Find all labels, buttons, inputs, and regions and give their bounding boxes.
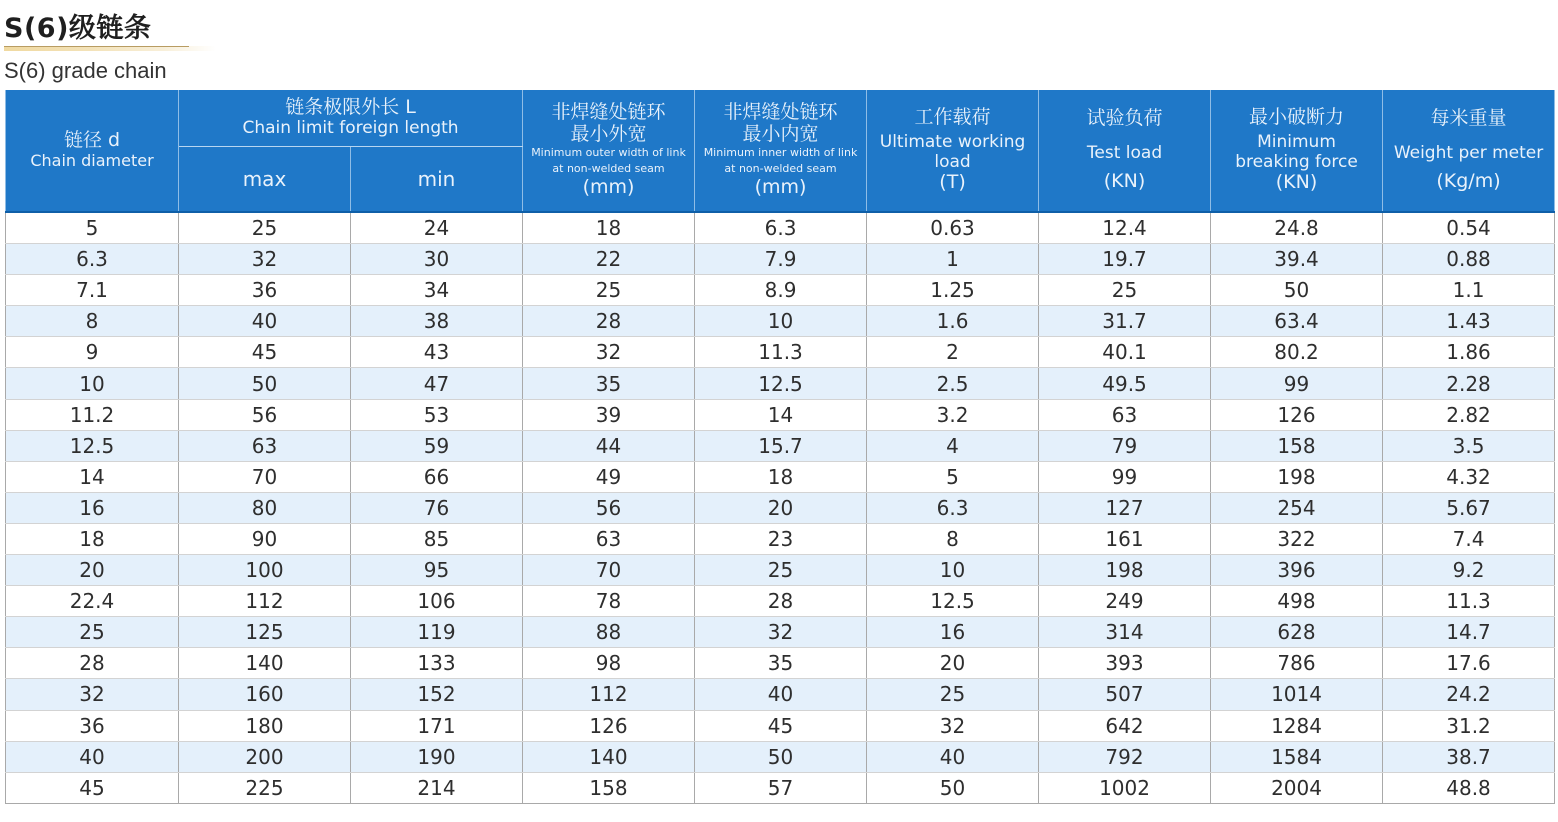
page-title: S(6)级链条 <box>4 13 152 44</box>
header-outer-width-en: Minimum outer width of link at non-welded seam <box>531 146 686 176</box>
header-outer-width-cn: 非焊缝处链环最小外宽 <box>551 100 666 145</box>
table-cell: 50 <box>1211 275 1383 306</box>
header-working-load-cn: 工作载荷 <box>914 106 991 129</box>
table-row <box>6 710 1555 741</box>
table-cell: 14 <box>6 461 179 492</box>
table-cell: 45 <box>179 337 351 368</box>
header-length-cn: 链条极限外长 L <box>285 96 416 119</box>
table-cell: 9.2 <box>1383 555 1555 586</box>
table-cell: 1 <box>867 244 1039 275</box>
table-cell: 40 <box>6 741 179 772</box>
header-working-load-unit: (T) <box>939 171 966 194</box>
table-cell: 126 <box>523 710 695 741</box>
table-cell: 16 <box>6 492 179 523</box>
table-cell: 36 <box>6 710 179 741</box>
table-cell: 56 <box>523 492 695 523</box>
table-cell: 45 <box>695 710 867 741</box>
table-cell: 112 <box>179 586 351 617</box>
header-diameter <box>6 90 179 212</box>
table-cell: 45 <box>6 772 179 803</box>
table-cell: 2.28 <box>1383 368 1555 399</box>
table-row <box>6 306 1555 337</box>
table-cell: 5 <box>867 461 1039 492</box>
table-row <box>6 555 1555 586</box>
table-cell: 11.3 <box>1383 586 1555 617</box>
table-cell: 12.5 <box>6 430 179 461</box>
table-cell: 3.5 <box>1383 430 1555 461</box>
header-weight-cn: 每米重量 <box>1430 106 1507 129</box>
table-cell: 1002 <box>1039 772 1211 803</box>
table-cell: 119 <box>351 617 523 648</box>
table-row <box>6 368 1555 399</box>
table-cell: 2.82 <box>1383 399 1555 430</box>
table-cell: 70 <box>523 555 695 586</box>
table-cell: 158 <box>523 772 695 803</box>
table-cell: 18 <box>6 523 179 554</box>
spec-table-container <box>5 90 1554 804</box>
table-cell: 63.4 <box>1211 306 1383 337</box>
header-breaking-force-unit: (KN) <box>1275 171 1318 194</box>
header-working-load-en: Ultimate working load <box>879 131 1026 172</box>
table-cell: 17.6 <box>1383 648 1555 679</box>
table-cell: 1584 <box>1211 741 1383 772</box>
table-cell: 171 <box>351 710 523 741</box>
table-cell: 642 <box>1039 710 1211 741</box>
table-cell: 76 <box>351 492 523 523</box>
header-length-min <box>351 147 523 213</box>
table-cell: 180 <box>179 710 351 741</box>
table-cell: 20 <box>695 492 867 523</box>
table-cell: 0.88 <box>1383 244 1555 275</box>
header-working-load <box>867 90 1039 212</box>
table-cell: 792 <box>1039 741 1211 772</box>
table-cell: 80.2 <box>1211 337 1383 368</box>
header-weight-en: Weight per meter <box>1393 142 1544 163</box>
table-cell: 12.4 <box>1039 212 1211 244</box>
table-cell: 2004 <box>1211 772 1383 803</box>
table-cell: 38.7 <box>1383 741 1555 772</box>
table-cell: 198 <box>1211 461 1383 492</box>
table-cell: 20 <box>6 555 179 586</box>
table-cell: 12.5 <box>695 368 867 399</box>
header-inner-width-en: Minimum inner width of link at non-welded seam <box>703 146 858 176</box>
table-cell: 43 <box>351 337 523 368</box>
table-cell: 160 <box>179 679 351 710</box>
table-cell: 90 <box>179 523 351 554</box>
header-breaking-force <box>1211 90 1383 212</box>
table-cell: 127 <box>1039 492 1211 523</box>
header-test-load-en: Test load <box>1086 142 1163 163</box>
table-cell: 125 <box>179 617 351 648</box>
table-cell: 7.1 <box>6 275 179 306</box>
table-cell: 322 <box>1211 523 1383 554</box>
table-cell: 56 <box>179 399 351 430</box>
header-length-en: Chain limit foreign length <box>242 118 459 139</box>
table-cell: 4 <box>867 430 1039 461</box>
table-cell: 25 <box>6 617 179 648</box>
table-cell: 396 <box>1211 555 1383 586</box>
table-header <box>6 90 1555 212</box>
table-cell: 24.2 <box>1383 679 1555 710</box>
table-cell: 6.3 <box>6 244 179 275</box>
table-row <box>6 399 1555 430</box>
table-cell: 99 <box>1039 461 1211 492</box>
table-cell: 14.7 <box>1383 617 1555 648</box>
table-cell: 32 <box>867 710 1039 741</box>
table-cell: 70 <box>179 461 351 492</box>
table-cell: 32 <box>695 617 867 648</box>
table-cell: 1284 <box>1211 710 1383 741</box>
table-cell: 79 <box>1039 430 1211 461</box>
table-cell: 24.8 <box>1211 212 1383 244</box>
table-cell: 40 <box>867 741 1039 772</box>
table-cell: 3.2 <box>867 399 1039 430</box>
table-row <box>6 244 1555 275</box>
table-cell: 214 <box>351 772 523 803</box>
table-row <box>6 617 1555 648</box>
table-cell: 2.5 <box>867 368 1039 399</box>
table-cell: 23 <box>695 523 867 554</box>
table-cell: 7.9 <box>695 244 867 275</box>
table-cell: 498 <box>1211 586 1383 617</box>
title-underline <box>4 46 216 51</box>
header-outer-width-unit: (mm) <box>582 176 635 199</box>
table-cell: 50 <box>867 772 1039 803</box>
table-cell: 9 <box>6 337 179 368</box>
table-cell: 25 <box>523 275 695 306</box>
table-cell: 254 <box>1211 492 1383 523</box>
header-length <box>179 90 523 147</box>
table-cell: 50 <box>179 368 351 399</box>
table-cell: 1.86 <box>1383 337 1555 368</box>
table-row <box>6 275 1555 306</box>
header-length-max-label: max <box>242 166 287 191</box>
table-cell: 152 <box>351 679 523 710</box>
table-cell: 53 <box>351 399 523 430</box>
table-row <box>6 772 1555 803</box>
table-cell: 28 <box>695 586 867 617</box>
table-cell: 80 <box>179 492 351 523</box>
table-row <box>6 523 1555 554</box>
table-row <box>6 741 1555 772</box>
table-cell: 24 <box>351 212 523 244</box>
table-cell: 4.32 <box>1383 461 1555 492</box>
table-cell: 100 <box>179 555 351 586</box>
table-cell: 8 <box>867 523 1039 554</box>
table-cell: 28 <box>6 648 179 679</box>
table-cell: 38 <box>351 306 523 337</box>
table-cell: 57 <box>695 772 867 803</box>
table-row <box>6 461 1555 492</box>
table-cell: 106 <box>351 586 523 617</box>
table-cell: 48.8 <box>1383 772 1555 803</box>
table-cell: 40.1 <box>1039 337 1211 368</box>
table-cell: 95 <box>351 555 523 586</box>
table-cell: 1.25 <box>867 275 1039 306</box>
table-cell: 31.2 <box>1383 710 1555 741</box>
table-cell: 314 <box>1039 617 1211 648</box>
table-cell: 30 <box>351 244 523 275</box>
table-cell: 7.4 <box>1383 523 1555 554</box>
table-row <box>6 679 1555 710</box>
table-cell: 44 <box>523 430 695 461</box>
table-cell: 158 <box>1211 430 1383 461</box>
table-cell: 25 <box>179 212 351 244</box>
table-cell: 63 <box>523 523 695 554</box>
header-diameter-cn: 链径 d <box>63 129 121 152</box>
table-row <box>6 430 1555 461</box>
table-cell: 25 <box>1039 275 1211 306</box>
table-cell: 40 <box>179 306 351 337</box>
table-cell: 32 <box>6 679 179 710</box>
table-cell: 198 <box>1039 555 1211 586</box>
table-cell: 28 <box>523 306 695 337</box>
table-cell: 140 <box>523 741 695 772</box>
table-cell: 39.4 <box>1211 244 1383 275</box>
table-cell: 47 <box>351 368 523 399</box>
table-cell: 63 <box>1039 399 1211 430</box>
table-cell: 25 <box>695 555 867 586</box>
table-cell: 39 <box>523 399 695 430</box>
table-cell: 5 <box>6 212 179 244</box>
table-cell: 11.2 <box>6 399 179 430</box>
table-cell: 5.67 <box>1383 492 1555 523</box>
table-cell: 140 <box>179 648 351 679</box>
table-cell: 2 <box>867 337 1039 368</box>
table-cell: 190 <box>351 741 523 772</box>
table-cell: 10 <box>867 555 1039 586</box>
table-cell: 59 <box>351 430 523 461</box>
table-cell: 49 <box>523 461 695 492</box>
table-cell: 11.3 <box>695 337 867 368</box>
table-cell: 200 <box>179 741 351 772</box>
header-weight-unit: (Kg/m) <box>1436 170 1501 193</box>
table-cell: 31.7 <box>1039 306 1211 337</box>
table-cell: 6.3 <box>695 212 867 244</box>
header-inner-width-cn: 非焊缝处链环最小内宽 <box>723 100 838 145</box>
table-cell: 12.5 <box>867 586 1039 617</box>
table-cell: 161 <box>1039 523 1211 554</box>
table-cell: 133 <box>351 648 523 679</box>
table-cell: 18 <box>695 461 867 492</box>
table-cell: 16 <box>867 617 1039 648</box>
header-weight <box>1383 90 1555 212</box>
table-row <box>6 212 1555 244</box>
table-cell: 32 <box>523 337 695 368</box>
header-inner-width <box>695 90 867 212</box>
header-breaking-force-en: Minimum breaking force <box>1235 131 1358 172</box>
table-row <box>6 492 1555 523</box>
table-cell: 0.54 <box>1383 212 1555 244</box>
table-cell: 25 <box>867 679 1039 710</box>
table-cell: 98 <box>523 648 695 679</box>
table-cell: 14 <box>695 399 867 430</box>
table-cell: 0.63 <box>867 212 1039 244</box>
table-cell: 18 <box>523 212 695 244</box>
table-cell: 393 <box>1039 648 1211 679</box>
table-cell: 10 <box>695 306 867 337</box>
table-cell: 40 <box>695 679 867 710</box>
table-row <box>6 586 1555 617</box>
table-cell: 78 <box>523 586 695 617</box>
table-cell: 225 <box>179 772 351 803</box>
header-test-load-unit: (KN) <box>1103 170 1146 193</box>
table-cell: 88 <box>523 617 695 648</box>
table-row <box>6 648 1555 679</box>
table-cell: 22.4 <box>6 586 179 617</box>
table-cell: 63 <box>179 430 351 461</box>
table-cell: 49.5 <box>1039 368 1211 399</box>
table-cell: 20 <box>867 648 1039 679</box>
table-cell: 1014 <box>1211 679 1383 710</box>
table-cell: 1.6 <box>867 306 1039 337</box>
header-test-load-cn: 试验负荷 <box>1086 106 1163 129</box>
header-outer-width <box>523 90 695 212</box>
page-subtitle: S(6) grade chain <box>4 58 167 83</box>
table-cell: 36 <box>179 275 351 306</box>
table-cell: 628 <box>1211 617 1383 648</box>
chain-spec-table <box>5 90 1555 804</box>
table-cell: 507 <box>1039 679 1211 710</box>
table-cell: 10 <box>6 368 179 399</box>
table-cell: 8.9 <box>695 275 867 306</box>
table-cell: 126 <box>1211 399 1383 430</box>
table-cell: 786 <box>1211 648 1383 679</box>
header-length-min-label: min <box>417 166 456 191</box>
table-cell: 1.43 <box>1383 306 1555 337</box>
table-cell: 32 <box>179 244 351 275</box>
table-cell: 112 <box>523 679 695 710</box>
table-cell: 99 <box>1211 368 1383 399</box>
header-inner-width-unit: (mm) <box>754 176 807 199</box>
table-cell: 34 <box>351 275 523 306</box>
table-cell: 15.7 <box>695 430 867 461</box>
table-cell: 6.3 <box>867 492 1039 523</box>
table-cell: 1.1 <box>1383 275 1555 306</box>
table-body <box>6 212 1555 803</box>
table-cell: 22 <box>523 244 695 275</box>
table-cell: 35 <box>695 648 867 679</box>
table-cell: 50 <box>695 741 867 772</box>
table-cell: 8 <box>6 306 179 337</box>
table-row <box>6 337 1555 368</box>
table-cell: 249 <box>1039 586 1211 617</box>
header-breaking-force-cn: 最小破断力 <box>1249 106 1345 129</box>
table-cell: 19.7 <box>1039 244 1211 275</box>
header-diameter-en: Chain diameter <box>30 151 154 171</box>
table-cell: 85 <box>351 523 523 554</box>
table-cell: 35 <box>523 368 695 399</box>
header-test-load <box>1039 90 1211 212</box>
header-length-max <box>179 147 351 213</box>
table-cell: 66 <box>351 461 523 492</box>
